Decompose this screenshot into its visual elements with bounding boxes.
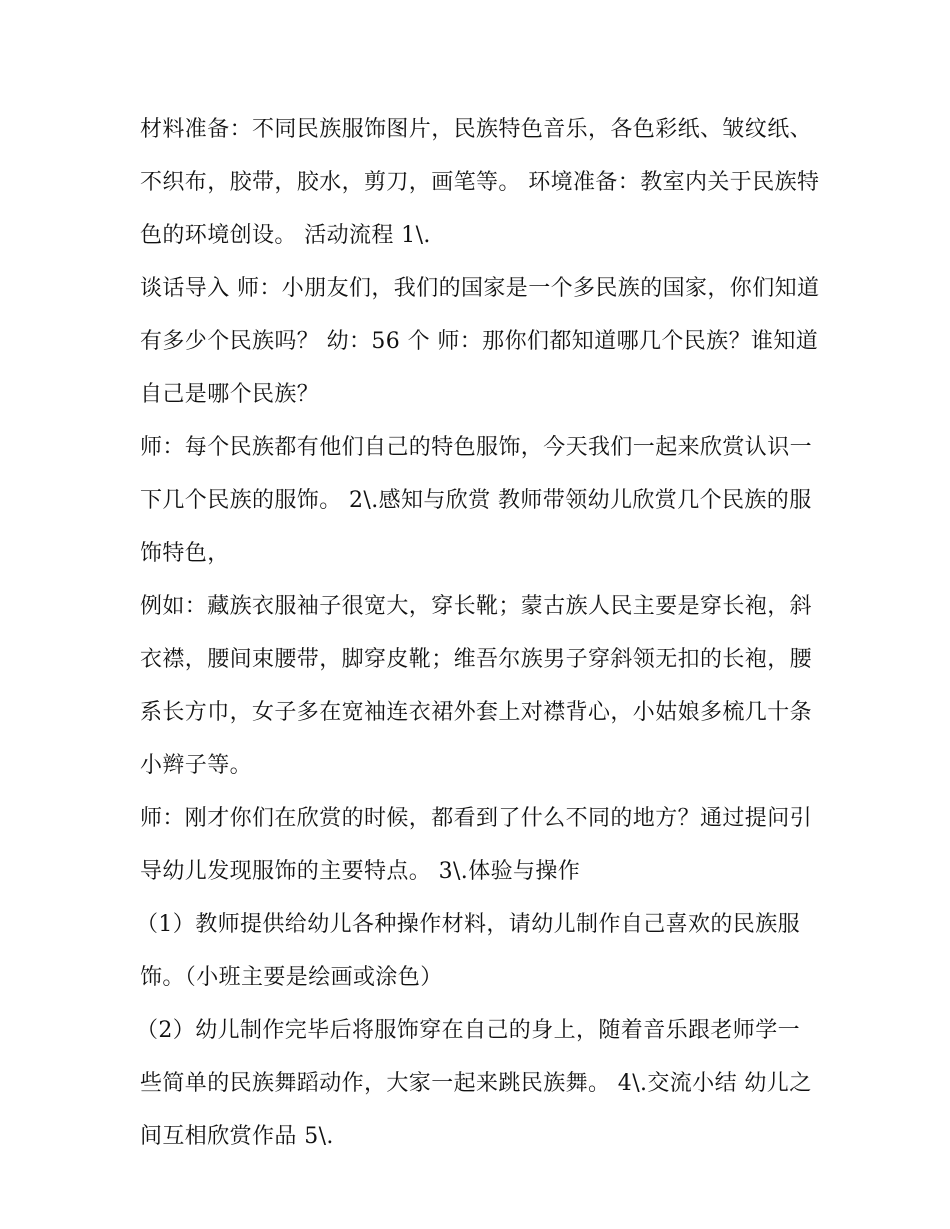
- paragraph-question: 师：刚才你们在欣赏的时候，都看到了什么不同的地方？通过提问引导幼儿发现服饰的主要特点。 3\.体验与操作: [140, 806, 813, 884]
- paragraph-step-1: （1）教师提供给幼儿各种操作材料，请幼儿制作自己喜欢的民族服饰。（小班主要是绘画或涂色）: [136, 912, 800, 990]
- paragraph-intro-dialogue: 谈话导入 师：小朋友们，我们的国家是一个多民族的国家，你们知道有多少个民族吗？ 幼：56 个 师：那你们都知道哪几个民族？谁知道自己是哪个民族？: [140, 276, 820, 407]
- paragraph-appreciation: 师：每个民族都有他们自己的特色服饰，今天我们一起来欣赏认识一下几个民族的服饰。 2\.感知与欣赏 教师带领幼儿欣赏几个民族的服饰特色，: [140, 435, 813, 566]
- document-body: [136, 103, 820, 1163]
- paragraph-materials: 材料准备：不同民族服饰图片，民族特色音乐，各色彩纸、皱纹纸、不织布，胶带，胶水，剪刀，画笔等。 环境准备：教室内关于民族特色的环境创设。 活动流程 1\.: [140, 117, 820, 248]
- paragraph-examples: 例如：藏族衣服袖子很宽大，穿长靴；蒙古族人民主要是穿长袍，斜衣襟，腰间束腰带，脚穿皮靴；维吾尔族男子穿斜领无扣的长袍，腰系长方巾，女子多在宽袖连衣裙外套上对襟背心，小姑娘多梳几十条小辫子等。: [140, 594, 813, 778]
- paragraph-step-2: （2）幼儿制作完毕后将服饰穿在自己的身上，随着音乐跟老师学一些简单的民族舞蹈动作，大家一起来跳民族舞。 4\.交流小结 幼儿之间互相欣赏作品 5\.: [136, 1018, 812, 1149]
